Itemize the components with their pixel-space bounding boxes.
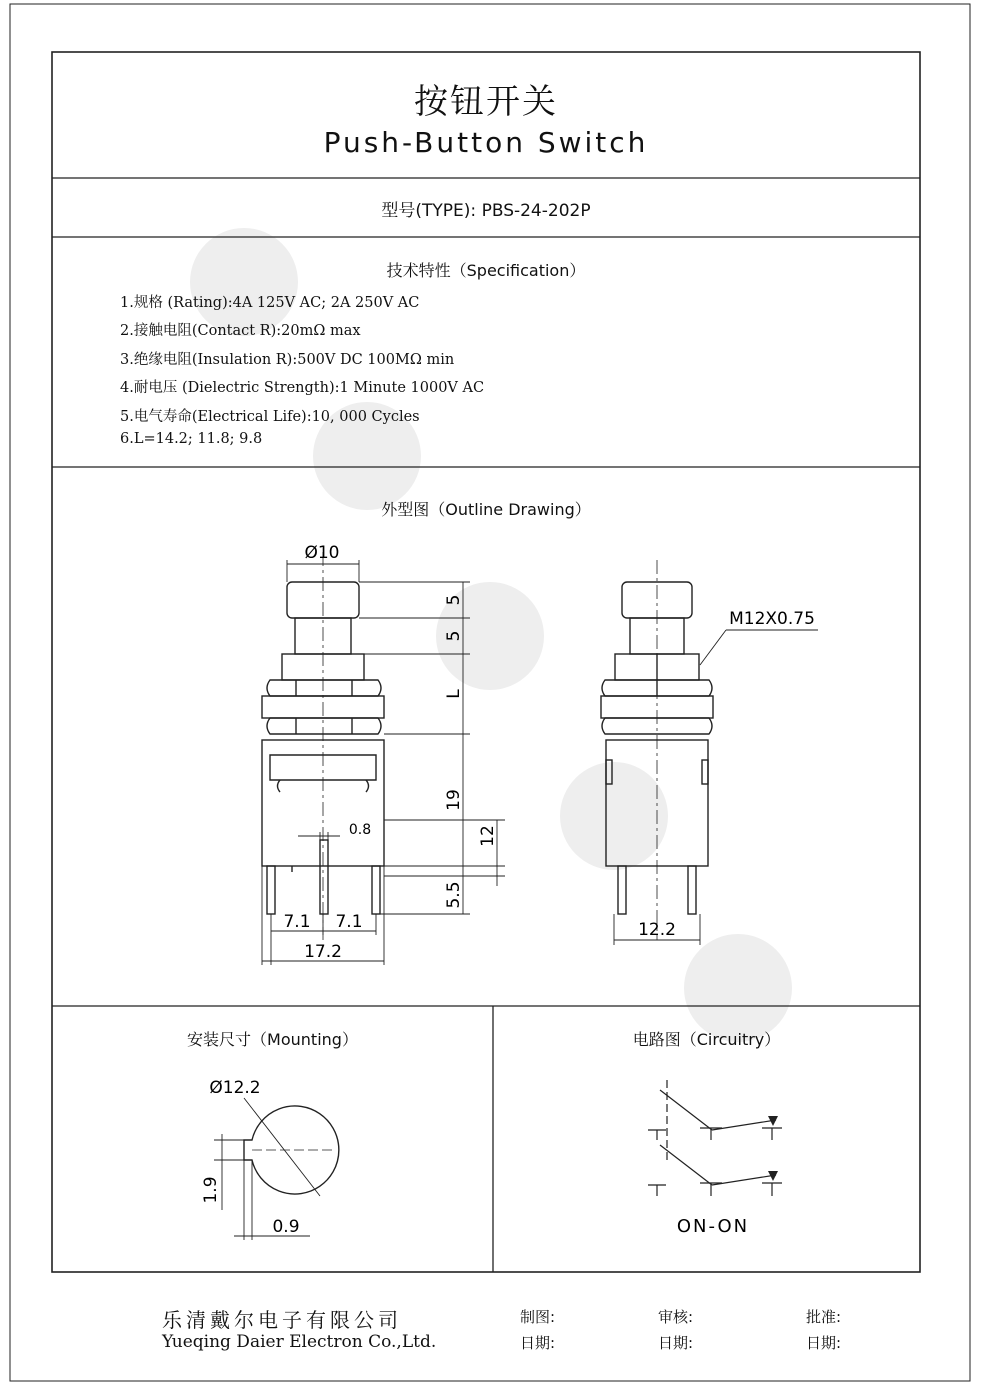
mounting-title: 安装尺寸（Mounting） <box>187 1030 358 1049</box>
circuitry-title: 电路图（Circuitry） <box>632 1030 781 1049</box>
approved-label: 批准: <box>806 1308 842 1326</box>
mount-w: 0.9 <box>272 1217 300 1237</box>
date-label-1: 日期: <box>520 1334 556 1352</box>
spec-item-2: 2.接触电阻(Contact R):20mΩ max <box>120 323 361 339</box>
date-label-2: 日期: <box>658 1334 694 1352</box>
type-row <box>52 196 920 221</box>
spec-title: 技术特性（Specification） <box>386 261 586 280</box>
dim-L: L <box>444 689 464 699</box>
checked-label: 审核: <box>658 1308 694 1326</box>
mounting-drawing <box>244 1098 339 1196</box>
dim-12-2: 12.2 <box>638 920 676 940</box>
spec-item-4: 4.耐电压 (Dielectric Strength):1 Minute 1000V AC <box>120 380 485 396</box>
circuit-diagram <box>648 1080 782 1196</box>
side-view <box>601 560 713 940</box>
outline-title: 外型图（Outline Drawing） <box>381 500 591 519</box>
date-label-3: 日期: <box>806 1334 842 1352</box>
circuit-mode: ON-ON <box>676 1216 750 1237</box>
front-view <box>262 552 384 940</box>
title-english: Push-Button Switch <box>323 126 649 159</box>
mount-h: 1.9 <box>201 1176 221 1204</box>
dim-19: 19 <box>444 789 464 811</box>
spec-item-1: 1.规格 (Rating):4A 125V AC; 2A 250V AC <box>120 295 420 311</box>
mount-dia: Ø12.2 <box>209 1078 261 1098</box>
type-label: 型号(TYPE): <box>381 201 477 221</box>
drawn-label: 制图: <box>520 1308 556 1326</box>
dim-0-8: 0.8 <box>348 822 372 838</box>
spec-item-5: 5.电气寿命(Electrical Life):10, 000 Cycles <box>120 409 420 425</box>
dim-7-1-right: 7.1 <box>335 912 363 932</box>
dim-5-top: 5 <box>444 594 464 606</box>
dim-5-5: 5.5 <box>444 881 464 909</box>
dim-7-1-left: 7.1 <box>283 912 311 932</box>
spec-item-6: 6.L=14.2; 11.8; 9.8 <box>120 431 263 447</box>
spec-item-3: 3.绝缘电阻(Insulation R):500V DC 100MΩ min <box>120 352 455 368</box>
dim-dia10: Ø10 <box>304 543 340 563</box>
company-name-english: Yueqing Daier Electron Co.,Ltd. <box>162 1332 437 1352</box>
company-name-chinese: 乐清戴尔电子有限公司 <box>162 1308 402 1332</box>
dim-12: 12 <box>478 825 498 847</box>
dim-5-mid: 5 <box>444 630 464 642</box>
title-chinese: 按钮开关 <box>414 82 558 122</box>
dim-thread: M12X0.75 <box>729 609 815 629</box>
dim-17-2: 17.2 <box>304 942 342 962</box>
type-value: PBS-24-202P <box>481 201 591 221</box>
